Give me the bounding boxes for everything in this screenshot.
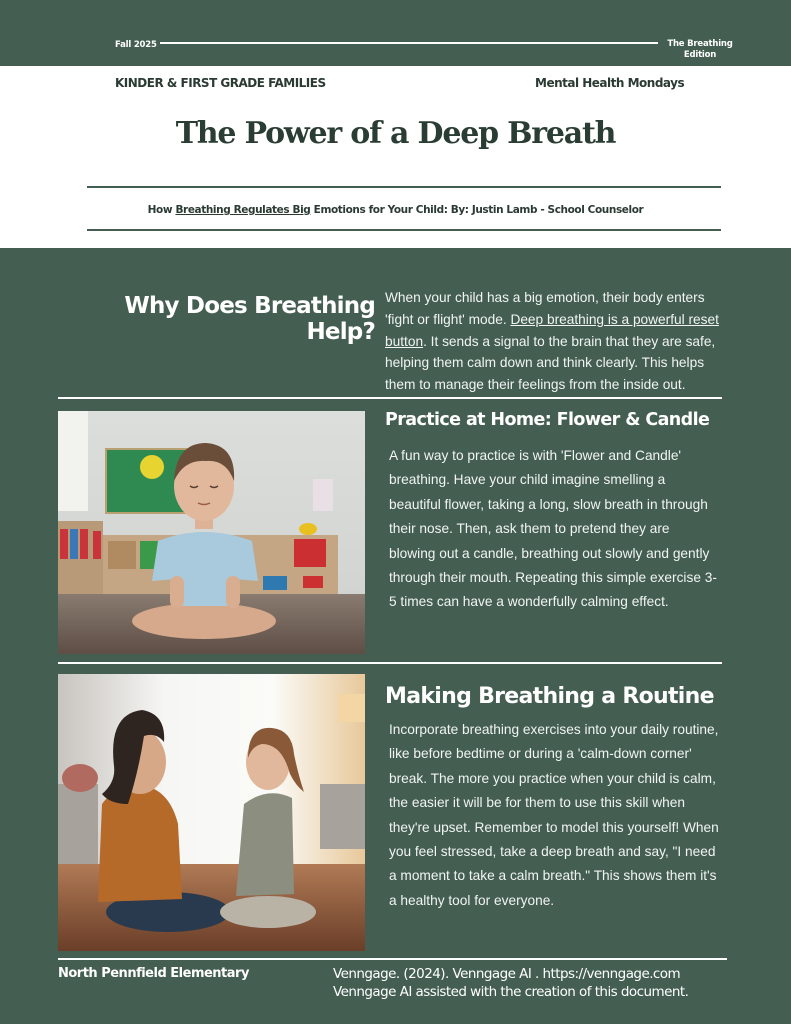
routine-heading: Making Breathing a Routine [385, 684, 714, 709]
page-title: The Power of a Deep Breath [175, 116, 616, 151]
subtitle-underlined: Breathing Regulates Big [175, 204, 311, 216]
edition-label [660, 39, 740, 61]
subtitle-prefix: How [147, 204, 176, 216]
series-label: Mental Health Mondays [535, 76, 685, 90]
edition-line-1: The Breathing [667, 39, 733, 49]
section-divider-2 [58, 662, 722, 664]
flower-candle-body: A fun way to practice is with 'Flower and Candle' breathing. Have your child imagine smelling a beautiful flower, taking a long, slow breath in through their nose. Then, ask them to pretend they are blowing out a candle, breathing out slowly and gently through their mouth. Repeating this simple exercise 3-5 times can have a wonderfully calming effect. [389, 448, 717, 610]
flower-candle-heading: Practice at Home: Flower & Candle [385, 410, 710, 430]
header-band [0, 66, 791, 248]
mother-daughter-image [58, 674, 365, 951]
why-body-post: . It sends a signal to the brain that they are safe, helping them calm down and think clearly. This helps them to manage their feelings from the inside out. [385, 333, 716, 393]
school-name: North Pennfield Elementary [58, 966, 249, 981]
season-label: Fall 2025 [115, 40, 157, 50]
banner-divider [160, 42, 658, 44]
subtitle-suffix: Emotions for Your Child: By: Justin Lamb - School Counselor [310, 204, 644, 216]
section-divider-1 [58, 397, 722, 399]
footer-divider [58, 958, 727, 960]
why-body-pre: When your child has a big emotion, their body enters 'fight or flight' mode. [385, 290, 705, 327]
routine-body: Incorporate breathing exercises into your daily routine, like before bedtime or during a 'calm-down corner' break. The more you practice when your child is calm, the easier it will be for them to use this skill when they're upset. Remember to model this yourself! When you feel stressed, take a deep breath and say, "I need a moment to take a calm breath." This shows them it's a healthy tool for everyone. [389, 722, 719, 908]
credit-line-1: Venngage. (2024). Venngage AI . https://venngage.com [333, 966, 681, 982]
edition-line-2: Edition [683, 50, 717, 60]
credit-text [333, 965, 688, 1001]
subtitle [0, 204, 791, 216]
title-divider-top [87, 186, 721, 188]
boy-breathing-image [58, 411, 365, 654]
top-banner [0, 0, 791, 66]
credit-line-2: Venngage AI assisted with the creation of this document. [333, 984, 689, 1000]
why-heading: Why Does Breathing Help? [124, 293, 375, 345]
why-body-highlight: Deep breathing is a powerful reset button [385, 311, 719, 349]
title-divider-bottom [87, 229, 721, 231]
audience-label: KINDER & FIRST GRADE FAMILIES [115, 76, 326, 90]
why-body [385, 287, 730, 396]
